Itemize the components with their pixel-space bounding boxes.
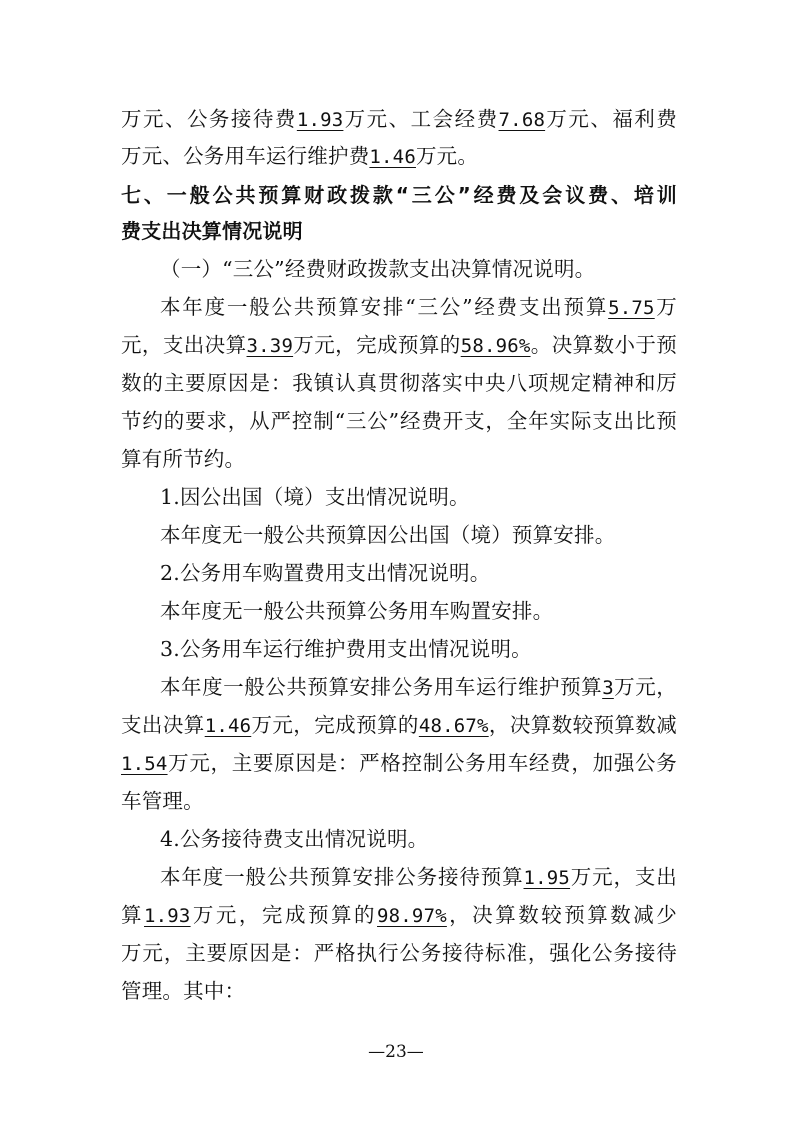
item-2-heading: 2.公务用车购置费用支出情况说明。 (160, 561, 491, 585)
section-heading-line-2: 费支出决算情况说明 (121, 219, 303, 243)
underlined-figure: 98.97% (377, 905, 447, 927)
underlined-figure: 1.93 (296, 109, 344, 131)
item-3-line-4: 车管理。 (121, 789, 204, 813)
item-4-line-2: 算1.93万元，完成预算的98.97%，决算数较预算数减少 (121, 903, 677, 927)
item-3-line-2: 支出决算1.46万元，完成预算的48.67%，决算数较预算数减 (121, 713, 677, 737)
para1-line-5: 算有所节约。 (121, 447, 246, 471)
subsection-heading: （一）“三公”经费财政拨款支出决算情况说明。 (160, 257, 596, 281)
underlined-figure: 1.54 (121, 753, 168, 775)
para1-line-2: 元，支出决算3.39万元，完成预算的58.96%。决算数小于预 (121, 333, 677, 357)
section-heading-line-1: 七、一般公共预算财政拨款“三公”经费及会议费、培训 (121, 183, 677, 207)
underlined-figure: 1.93 (144, 905, 191, 927)
underlined-figure: 1.95 (523, 867, 571, 889)
item-1-heading: 1.因公出国（境）支出情况说明。 (160, 485, 470, 509)
underlined-figure: 5.75 (608, 297, 655, 319)
item-4-heading: 4.公务接待费支出情况说明。 (160, 827, 429, 851)
underlined-figure: 7.68 (498, 109, 546, 131)
para1-line-3: 数的主要原因是：我镇认真贯彻落实中央八项规定精神和厉 (121, 371, 677, 395)
item-4-line-4: 管理。其中： (121, 979, 246, 1003)
underlined-figure: 3.39 (246, 335, 294, 357)
underlined-figure: 1.46 (204, 715, 252, 737)
para1-line-1: 本年度一般公共预算安排“三公”经费支出预算5.75万 (160, 295, 677, 319)
item-3-heading: 3.公务用车运行维护费用支出情况说明。 (160, 637, 532, 661)
page-number: —23— (368, 1042, 424, 1062)
item-3-line-3: 1.54万元，主要原因是：严格控制公务用车经费，加强公务 (121, 751, 677, 775)
body-line-2: 万元、公务用车运行维护费1.46万元。 (121, 144, 479, 168)
para1-line-4: 节约的要求，从严控制“三公”经费开支，全年实际支出比预 (121, 409, 677, 433)
item-1-text: 本年度无一般公共预算因公出国（境）预算安排。 (160, 523, 616, 547)
item-4-line-1: 本年度一般公共预算安排公务接待预算1.95万元，支出 (160, 865, 677, 889)
underlined-figure: 1.46 (369, 146, 416, 168)
underlined-figure: 3 (602, 677, 614, 699)
item-3-line-1: 本年度一般公共预算安排公务用车运行维护预算3万元， (160, 675, 677, 699)
underlined-figure: 58.96% (460, 335, 531, 357)
item-4-line-3: 万元，主要原因是：严格执行公务接待标准，强化公务接待 (121, 941, 677, 965)
underlined-figure: 48.67% (418, 715, 489, 737)
body-line-1: 万元、公务接待费1.93万元、工会经费7.68万元、福利费 (121, 107, 677, 131)
item-2-text: 本年度无一般公共预算公务用车购置安排。 (160, 599, 554, 623)
